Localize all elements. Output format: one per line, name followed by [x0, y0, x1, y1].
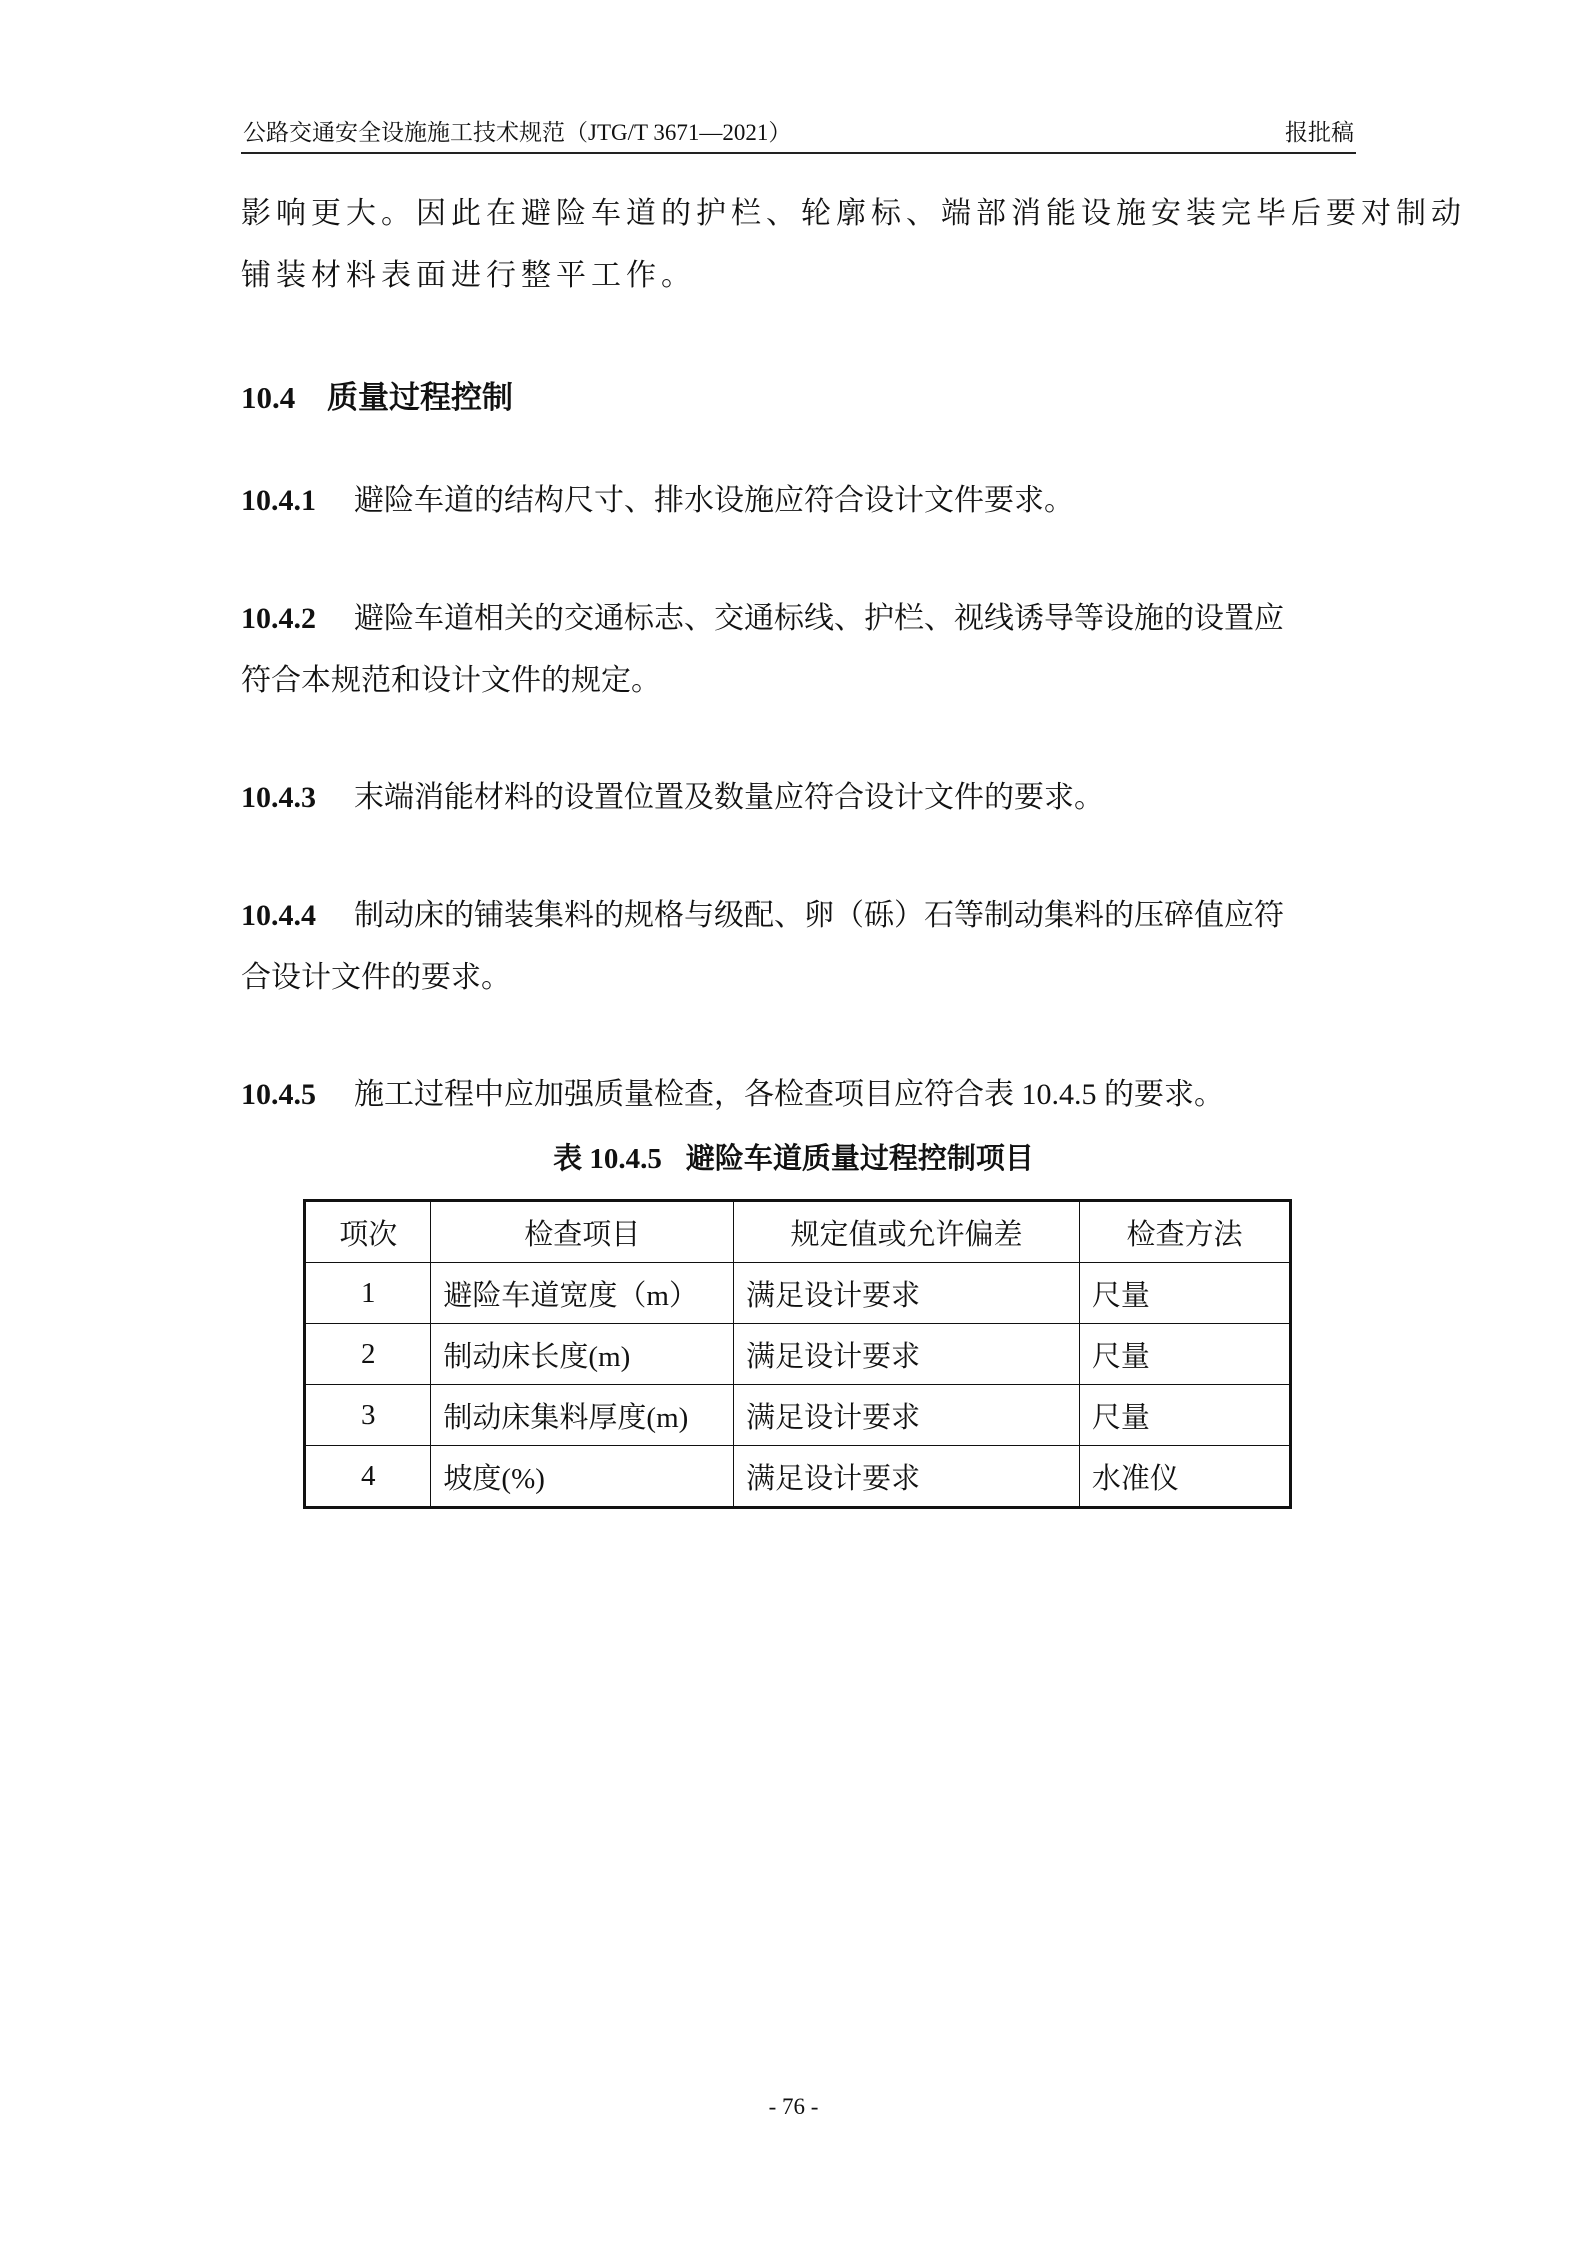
clause-text: 制动床的铺装集料的规格与级配、卵（砾）石等制动集料的压碎值应符	[354, 899, 1284, 932]
table-row	[305, 1263, 1291, 1324]
table-header-row	[305, 1201, 1291, 1263]
clause-number: 10.4.2	[241, 602, 316, 635]
clause-number: 10.4.4	[241, 899, 316, 932]
page-header	[241, 112, 1356, 154]
clause-10-4-4	[241, 885, 1356, 947]
cell-item-no: 1	[305, 1263, 431, 1324]
table-caption	[0, 1136, 1587, 1177]
cell-item-no: 3	[305, 1385, 431, 1446]
cell-tolerance: 满足设计要求	[734, 1385, 1080, 1446]
header-status: 报批稿	[1285, 120, 1354, 145]
clause-number: 10.4.3	[241, 781, 316, 814]
table-row	[305, 1385, 1291, 1446]
intro-line-2: 铺装材料表面进行整平工作。	[241, 259, 696, 292]
cell-tolerance: 满足设计要求	[734, 1446, 1080, 1508]
clause-10-4-3	[241, 767, 1356, 829]
clause-10-4-2	[241, 588, 1356, 650]
cell-method: 尺量	[1079, 1263, 1290, 1324]
table-caption-title: 避险车道质量过程控制项目	[685, 1141, 1034, 1175]
clause-number: 10.4.5	[241, 1078, 316, 1111]
clause-10-4-5	[241, 1064, 1356, 1126]
cell-check-item: 制动床集料厚度(m)	[431, 1385, 734, 1446]
cell-method: 尺量	[1079, 1324, 1290, 1385]
table-row	[305, 1446, 1291, 1508]
section-number: 10.4	[241, 380, 296, 415]
header-check-item: 检查项目	[431, 1201, 734, 1263]
cell-check-item: 避险车道宽度（m）	[431, 1263, 734, 1324]
clause-text: 避险车道相关的交通标志、交通标线、护栏、视线诱导等设施的设置应	[354, 602, 1284, 635]
table-row	[305, 1324, 1291, 1385]
header-title: 公路交通安全设施施工技术规范（JTG/T 3671—2021）	[243, 120, 792, 145]
page-number: - 76 -	[768, 2094, 819, 2119]
clause-10-4-1	[241, 470, 1356, 532]
cell-check-item: 坡度(%)	[431, 1446, 734, 1508]
clause-number: 10.4.1	[241, 484, 316, 517]
clause-text: 施工过程中应加强质量检查，各检查项目应符合表 10.4.5 的要求。	[354, 1078, 1224, 1111]
cell-item-no: 4	[305, 1446, 431, 1508]
cell-tolerance: 满足设计要求	[734, 1263, 1080, 1324]
clause-text: 避险车道的结构尺寸、排水设施应符合设计文件要求。	[354, 484, 1074, 517]
cell-tolerance: 满足设计要求	[734, 1324, 1080, 1385]
header-method: 检查方法	[1079, 1201, 1290, 1263]
header-tolerance: 规定值或允许偏差	[734, 1201, 1080, 1263]
table-caption-number: 表 10.4.5	[553, 1143, 662, 1175]
cell-check-item: 制动床长度(m)	[431, 1324, 734, 1385]
clause-10-4-4-continued: 合设计文件的要求。	[241, 961, 511, 994]
clause-text: 末端消能材料的设置位置及数量应符合设计文件的要求。	[354, 781, 1104, 814]
cell-method: 尺量	[1079, 1385, 1290, 1446]
section-title: 质量过程控制	[327, 380, 513, 416]
section-heading	[241, 372, 513, 417]
cell-item-no: 2	[305, 1324, 431, 1385]
clause-10-4-2-continued: 符合本规范和设计文件的规定。	[241, 664, 661, 697]
quality-control-table	[303, 1199, 1292, 1509]
cell-method: 水准仪	[1079, 1446, 1290, 1508]
intro-line-1: 影响更大。因此在避险车道的护栏、轮廓标、端部消能设施安装完毕后要对制动	[241, 197, 1466, 230]
header-item-no: 项次	[305, 1201, 431, 1263]
